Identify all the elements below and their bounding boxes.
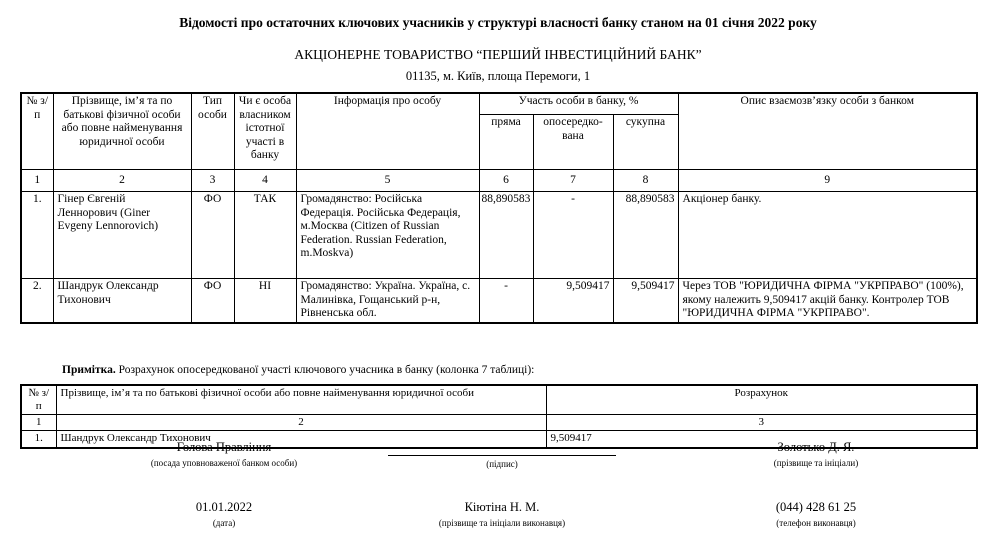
- cell-essential-owner: ТАК: [234, 192, 296, 279]
- col-header-type: Тип особи: [191, 93, 234, 170]
- cell-num: 1.: [21, 431, 56, 449]
- cell-relation: Через ТОВ "ЮРИДИЧНА ФІРМА "УКРПРАВО" (100%), якому належить 9,509417 акцій банку. Контролер ТОВ "ЮРИДИЧНА ФІРМА "УКРПРАВО".: [678, 279, 977, 324]
- cell-indirect: 9,509417: [533, 279, 613, 324]
- cell-info: Громадянство: Російська Федерація. Російська Федерація, м.Москва (Citizen of Russian Federation. Russian Federation, m.Moskva): [296, 192, 479, 279]
- col-header-participation-group: Участь особи в банку, %: [479, 93, 678, 115]
- col-header-essential-owner: Чи є особа власником істотної участі в банку: [234, 93, 296, 170]
- calc-header-num: № з/п: [21, 385, 56, 415]
- cell-direct: 88,890583: [479, 192, 533, 279]
- signature-line-block: [388, 440, 616, 470]
- column-number: 7: [533, 170, 613, 192]
- col-header-name: Прізвище, ім’я та по батькові фізичної особи або повне найменування юридичної особи: [53, 93, 191, 170]
- cell-num: 2.: [21, 279, 53, 324]
- column-number: 2: [56, 415, 546, 431]
- column-number: 3: [191, 170, 234, 192]
- position-caption: (посада уповноваженої банком особи): [150, 458, 298, 468]
- signer-caption: (прізвище та ініціали): [773, 458, 859, 468]
- executor-name: Кіютіна Н. М.: [464, 500, 540, 514]
- cell-type: ФО: [191, 279, 234, 324]
- column-number: 9: [678, 170, 977, 192]
- date-value: 01.01.2022: [195, 500, 253, 514]
- column-number: 5: [296, 170, 479, 192]
- column-number: 8: [613, 170, 678, 192]
- col-header-indirect: опосередко-вана: [533, 115, 613, 170]
- date-block: [118, 500, 330, 529]
- column-number: 1: [21, 415, 56, 431]
- executor-phone: (044) 428 61 25: [775, 500, 857, 514]
- calc-column-number-row: [21, 415, 977, 431]
- date-caption: (дата): [212, 518, 236, 528]
- executor-name-block: [388, 500, 616, 529]
- bank-address: 01135, м. Київ, площа Перемоги, 1: [405, 69, 591, 83]
- note-label: Примітка.: [62, 364, 116, 376]
- column-number: 3: [546, 415, 977, 431]
- column-number: 2: [53, 170, 191, 192]
- cell-calculation: 9,509417: [546, 431, 977, 449]
- column-number: 4: [234, 170, 296, 192]
- signature-caption: (підпис): [486, 459, 518, 469]
- bank-name: АКЦІОНЕРНЕ ТОВАРИСТВО “ПЕРШИЙ ІНВЕСТИЦІЙНИЙ БАНК”: [294, 47, 702, 62]
- cell-essential-owner: НІ: [234, 279, 296, 324]
- cell-num: 1.: [21, 192, 53, 279]
- table-row: [21, 279, 977, 324]
- cell-indirect: -: [533, 192, 613, 279]
- cell-total: 9,509417: [613, 279, 678, 324]
- signature-position-block: [118, 440, 330, 469]
- cell-direct: -: [479, 279, 533, 324]
- signer-name-block: [710, 440, 922, 469]
- signer-name: Золотько Д. Я.: [777, 440, 855, 454]
- column-number-row: [21, 170, 977, 192]
- col-header-num: № з/п: [21, 93, 53, 170]
- cell-info: Громадянство: Україна. Україна, с. Малинівка, Гощанський р-н, Рівненська обл.: [296, 279, 479, 324]
- table-row: [21, 192, 977, 279]
- cell-name: Гінер Євгеній Леннорович (Giner Evgeny Lennorovich): [53, 192, 191, 279]
- column-number: 1: [21, 170, 53, 192]
- col-header-direct: пряма: [479, 115, 533, 170]
- col-header-relation: Опис взаємозв’язку особи з банком: [678, 93, 977, 170]
- page-title: Відомості про остаточних ключових учасників у структурі власності банку станом на 01 січня 2022 року: [179, 15, 817, 30]
- phone-caption: (телефон виконавця): [776, 518, 856, 528]
- executor-phone-block: [710, 500, 922, 529]
- cell-relation: Акціонер банку.: [678, 192, 977, 279]
- note: [62, 363, 996, 377]
- note-text: Розрахунок опосередкованої участі ключового учасника в банку (колонка 7 таблиці):: [115, 364, 535, 376]
- col-header-info: Інформація про особу: [296, 93, 479, 170]
- calc-header-name: Прізвище, ім’я та по батькові фізичної особи або повне найменування юридичної особи: [56, 385, 546, 415]
- calc-header-calculation: Розрахунок: [546, 385, 977, 415]
- ownership-table: [20, 92, 978, 324]
- cell-name: Шандрук Олександр Тихонович: [53, 279, 191, 324]
- cell-total: 88,890583: [613, 192, 678, 279]
- col-header-total: сукупна: [613, 115, 678, 170]
- cell-name: Шандрук Олександр Тихонович: [56, 431, 546, 449]
- cell-type: ФО: [191, 192, 234, 279]
- signature-line: [388, 440, 616, 456]
- column-number: 6: [479, 170, 533, 192]
- executor-caption: (прізвище та ініціали виконавця): [438, 518, 566, 528]
- position-title: Голова Правління: [176, 440, 272, 454]
